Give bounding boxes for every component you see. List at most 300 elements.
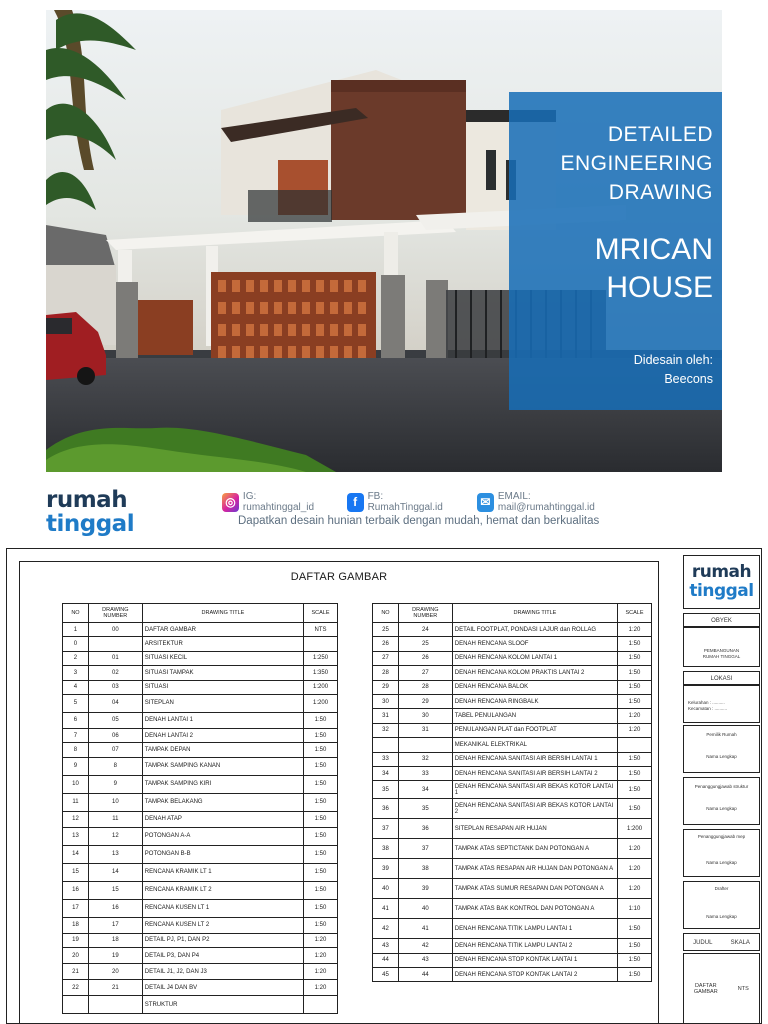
col-no: NO: [373, 604, 399, 623]
row-scale: 1:50: [304, 775, 338, 793]
row-no: 33: [373, 752, 399, 766]
table-row: [63, 863, 338, 881]
pj-struktur-block: [683, 777, 760, 825]
drafter-label: Drafter: [714, 886, 729, 891]
row-scale: 1:20: [618, 623, 652, 637]
left-table-body: [63, 623, 338, 1014]
row-scale: 1:250: [304, 651, 338, 665]
row-drawing-title: DENAH LANTAI 1: [142, 712, 303, 728]
designer-credit: [513, 351, 713, 389]
table-row: [373, 879, 652, 899]
instagram-icon: ◎: [222, 493, 239, 512]
row-drawing-number: 30: [398, 709, 452, 723]
table-row: [373, 651, 652, 665]
row-drawing-title: DENAH RENCANA SANITASI AIR BEKAS KOTOR LANTAI 1: [452, 781, 617, 799]
row-no: 0: [63, 637, 89, 651]
row-no: 4: [63, 680, 89, 694]
row-no: 14: [63, 845, 89, 863]
row-scale: 1:20: [304, 980, 338, 996]
row-scale: 1:50: [618, 666, 652, 680]
row-scale: 1:50: [304, 881, 338, 899]
table-row: [63, 793, 338, 811]
row-drawing-number: 03: [88, 680, 142, 694]
row-drawing-title: DAFTAR GAMBAR: [142, 623, 303, 637]
table-row: [373, 899, 652, 919]
table-row: [63, 637, 338, 651]
row-no: 38: [373, 839, 399, 859]
col-no: NO: [63, 604, 89, 623]
row-no: 13: [63, 827, 89, 845]
table-row: [373, 953, 652, 967]
table-row: [373, 738, 652, 752]
row-scale: 1:50: [304, 917, 338, 933]
table-row: [63, 811, 338, 827]
row-scale: 1:200: [304, 694, 338, 712]
right-table-body: [373, 623, 652, 982]
table-row: [373, 781, 652, 799]
row-drawing-title: DETAIL FOOTPLAT, PONDASI LAJUR dan ROLLAG: [452, 623, 617, 637]
row-no: 17: [63, 899, 89, 917]
table-row: [373, 799, 652, 819]
kelurahan-field: Kelurahan : ..........: [688, 700, 725, 705]
row-scale: [618, 738, 652, 752]
detailed-engineering-drawing-title: [513, 120, 713, 207]
row-no: 10: [63, 775, 89, 793]
logo-line-1: rumah: [691, 562, 752, 582]
kecamatan-field: Kecamatan : ..........: [688, 706, 728, 711]
row-drawing-title: DENAH RENCANA RINGBALK: [452, 694, 617, 708]
judul-label: JUDUL: [693, 940, 713, 946]
row-drawing-title: TAMPAK ATAS SUMUR RESAPAN DAN POTONGAN A: [452, 879, 617, 899]
table-row: [63, 933, 338, 947]
row-drawing-number: 8: [88, 757, 142, 775]
table-row: [63, 964, 338, 980]
table-row: [373, 709, 652, 723]
drawing-list-left: [62, 603, 338, 1014]
row-drawing-title: DENAH RENCANA TITIK LAMPU LANTAI 2: [452, 939, 617, 953]
row-drawing-title: PENULANGAN PLAT dan FOOTPLAT: [452, 723, 617, 737]
table-row: [63, 845, 338, 863]
house-rendering-image: [46, 10, 722, 472]
row-drawing-number: 12: [88, 827, 142, 845]
instagram-handle: IG: rumahtinggal_id: [242, 491, 315, 513]
pj-mep-block: [683, 829, 760, 877]
table-row: [63, 666, 338, 680]
row-no: 12: [63, 811, 89, 827]
row-drawing-number: 35: [398, 799, 452, 819]
row-scale: 1:50: [618, 651, 652, 665]
row-scale: 1:50: [618, 680, 652, 694]
row-drawing-title: MEKANIKAL ELEKTRIKAL: [452, 738, 617, 752]
row-drawing-number: 01: [88, 651, 142, 665]
lokasi-label: LOKASI: [683, 671, 760, 685]
row-scale: 1:50: [618, 781, 652, 799]
row-drawing-number: 04: [88, 694, 142, 712]
row-drawing-title: DENAH RENCANA SLOOF: [452, 637, 617, 651]
row-scale: 1:50: [304, 811, 338, 827]
row-scale: 1:20: [304, 933, 338, 947]
row-drawing-number: 26: [398, 651, 452, 665]
row-drawing-number: 21: [88, 980, 142, 996]
table-row: [63, 694, 338, 712]
row-no: 43: [373, 939, 399, 953]
table-row: [373, 939, 652, 953]
row-drawing-number: 24: [398, 623, 452, 637]
facebook-contact[interactable]: [347, 491, 451, 513]
row-drawing-title: SITUASI: [142, 680, 303, 694]
table-row: [63, 996, 338, 1014]
col-drawing-title: DRAWING TITLE: [452, 604, 617, 623]
row-no: 40: [373, 879, 399, 899]
row-no: 31: [373, 709, 399, 723]
email-address: EMAIL: mail@rumahtinggal.id: [497, 491, 595, 513]
row-scale: [304, 996, 338, 1014]
row-drawing-number: 43: [398, 953, 452, 967]
row-scale: 1:200: [618, 819, 652, 839]
row-scale: 1:10: [618, 899, 652, 919]
table-row: [63, 899, 338, 917]
row-no: 6: [63, 712, 89, 728]
row-scale: 1:50: [618, 766, 652, 780]
row-drawing-title: TAMPAK ATAS RESAPAN AIR HUJAN DAN POTONGAN A: [452, 859, 617, 879]
table-row: [373, 723, 652, 737]
table-row: [63, 948, 338, 964]
row-no: 1: [63, 623, 89, 637]
row-no: 18: [63, 917, 89, 933]
row-drawing-title: TAMPAK SAMPING KANAN: [142, 757, 303, 775]
row-drawing-title: DENAH RENCANA KOLOM LANTAI 1: [452, 651, 617, 665]
row-scale: 1:20: [618, 709, 652, 723]
row-drawing-title: DENAH RENCANA STOP KONTAK LANTAI 2: [452, 968, 617, 982]
table-row: [63, 623, 338, 637]
row-scale: [304, 637, 338, 651]
row-scale: 1:20: [618, 839, 652, 859]
row-drawing-number: [88, 637, 142, 651]
row-drawing-number: 37: [398, 839, 452, 859]
row-scale: 1:50: [618, 968, 652, 982]
row-no: 32: [373, 723, 399, 737]
row-scale: 1:50: [618, 637, 652, 651]
row-drawing-title: RENCANA KUSEN LT 2: [142, 917, 303, 933]
row-scale: 1:50: [304, 827, 338, 845]
title-panel: [509, 92, 722, 410]
row-drawing-title: DENAH RENCANA STOP KONTAK LANTAI 1: [452, 953, 617, 967]
col-drawing-title: DRAWING TITLE: [142, 604, 303, 623]
row-drawing-title: STRUKTUR: [142, 996, 303, 1014]
row-drawing-title: DENAH RENCANA SANITASI AIR BERSIH LANTAI 1: [452, 752, 617, 766]
table-row: [63, 980, 338, 996]
row-drawing-number: 9: [88, 775, 142, 793]
row-drawing-number: 31: [398, 723, 452, 737]
row-drawing-number: 40: [398, 899, 452, 919]
pj-mep-name: Nama Lengkap: [706, 860, 737, 865]
tagline: Dapatkan desain hunian terbaik dengan mudah, hemat dan berkualitas: [238, 515, 600, 527]
obyek-label: OBYEK: [683, 613, 760, 627]
row-scale: 1:50: [304, 757, 338, 775]
row-drawing-title: DENAH RENCANA SANITASI AIR BEKAS KOTOR LANTAI 2: [452, 799, 617, 819]
row-scale: 1:50: [304, 743, 338, 757]
table-row: [63, 827, 338, 845]
row-no: 25: [373, 623, 399, 637]
row-drawing-number: 39: [398, 879, 452, 899]
row-drawing-number: 19: [88, 948, 142, 964]
judul-value: DAFTAR GAMBAR: [693, 983, 718, 995]
row-scale: 1:20: [304, 948, 338, 964]
table-row: [63, 917, 338, 933]
row-scale: 1:20: [304, 964, 338, 980]
row-scale: NTS: [304, 623, 338, 637]
row-drawing-title: TAMPAK ATAS BAK KONTROL DAN POTONGAN A: [452, 899, 617, 919]
row-drawing-number: 27: [398, 666, 452, 680]
title-line-2: ENGINEERING: [560, 152, 713, 175]
row-drawing-number: 13: [88, 845, 142, 863]
skala-value: NTS: [737, 986, 749, 992]
row-no: 30: [373, 694, 399, 708]
row-drawing-title: DETAIL J1, J2, DAN J3: [142, 964, 303, 980]
col-scale: SCALE: [304, 604, 338, 623]
table-row: [373, 637, 652, 651]
judul-skala-values: [683, 953, 760, 1024]
row-no: 29: [373, 680, 399, 694]
row-drawing-number: [88, 996, 142, 1014]
row-no: 21: [63, 964, 89, 980]
row-drawing-number: [398, 738, 452, 752]
row-drawing-title: POTONGAN A-A: [142, 827, 303, 845]
row-drawing-number: 42: [398, 939, 452, 953]
row-drawing-number: 20: [88, 964, 142, 980]
row-drawing-title: TAMPAK ATAS SEPTICTANK DAN POTONGAN A: [452, 839, 617, 859]
designer-label: Didesain oleh:: [633, 353, 713, 367]
row-no: 5: [63, 694, 89, 712]
designer-name: Beecons: [664, 372, 713, 386]
row-drawing-number: 38: [398, 859, 452, 879]
row-drawing-title: DENAH ATAP: [142, 811, 303, 827]
row-drawing-title: RENCANA KUSEN LT 1: [142, 899, 303, 917]
row-drawing-title: POTONGAN B-B: [142, 845, 303, 863]
row-drawing-number: 18: [88, 933, 142, 947]
row-no: 11: [63, 793, 89, 811]
table-row: [373, 680, 652, 694]
row-drawing-number: 06: [88, 728, 142, 742]
row-no: [63, 996, 89, 1014]
row-drawing-title: TAMPAK BELAKANG: [142, 793, 303, 811]
title-line-1: DETAILED: [607, 123, 713, 146]
row-no: 19: [63, 933, 89, 947]
col-drawing-number: DRAWING NUMBER: [88, 604, 142, 623]
row-scale: 1:50: [618, 694, 652, 708]
col-scale: SCALE: [618, 604, 652, 623]
row-drawing-number: 16: [88, 899, 142, 917]
row-drawing-title: RENCANA KRAMIK LT 1: [142, 863, 303, 881]
title-line-3: DRAWING: [608, 181, 713, 204]
skala-label: SKALA: [730, 940, 750, 946]
row-scale: 1:50: [304, 712, 338, 728]
row-no: 22: [63, 980, 89, 996]
instagram-contact[interactable]: [222, 491, 321, 513]
contact-bar: [222, 492, 642, 527]
rumahtinggal-logo: [46, 488, 134, 536]
row-no: 3: [63, 666, 89, 680]
table-row: [373, 666, 652, 680]
row-drawing-title: TAMPAK DEPAN: [142, 743, 303, 757]
row-no: 35: [373, 781, 399, 799]
row-drawing-number: 10: [88, 793, 142, 811]
facebook-icon: f: [347, 493, 364, 512]
row-drawing-title: ARSITEKTUR: [142, 637, 303, 651]
row-drawing-number: 11: [88, 811, 142, 827]
row-drawing-number: 29: [398, 694, 452, 708]
drafter-name: Nama Lengkap: [706, 914, 737, 919]
judul-skala-header: [683, 933, 760, 951]
row-scale: 1:50: [618, 953, 652, 967]
pj-struktur-name: Nama Lengkap: [706, 806, 737, 811]
row-no: 26: [373, 637, 399, 651]
row-drawing-title: DENAH RENCANA TITIK LAMPU LANTAI 1: [452, 919, 617, 939]
logo-line-2: tinggal: [46, 511, 135, 537]
row-drawing-title: RENCANA KRAMIK LT 2: [142, 881, 303, 899]
row-drawing-number: 32: [398, 752, 452, 766]
row-no: 44: [373, 953, 399, 967]
table-row: [373, 819, 652, 839]
row-scale: 1:50: [618, 939, 652, 953]
row-drawing-title: SITUASI TAMPAK: [142, 666, 303, 680]
row-drawing-number: 17: [88, 917, 142, 933]
row-scale: 1:20: [618, 723, 652, 737]
pemilik-block: [683, 725, 760, 773]
table-row: [373, 919, 652, 939]
pemilik-name: Nama Lengkap: [706, 754, 737, 759]
row-drawing-number: 15: [88, 881, 142, 899]
row-drawing-number: 14: [88, 863, 142, 881]
row-drawing-number: 25: [398, 637, 452, 651]
drawing-frame: [19, 561, 659, 1024]
row-no: 37: [373, 819, 399, 839]
email-icon: ✉: [477, 493, 494, 512]
row-scale: 1:50: [304, 863, 338, 881]
project-name: [513, 231, 713, 307]
sheet-title: DAFTAR GAMBAR: [290, 571, 388, 583]
row-drawing-title: DETAIL PJ, P1, DAN P2: [142, 933, 303, 947]
table-row: [373, 766, 652, 780]
row-no: 16: [63, 881, 89, 899]
drawing-list-right: [372, 603, 652, 982]
table-row: [373, 623, 652, 637]
table-row: [63, 728, 338, 742]
row-drawing-title: DETAIL P3, DAN P4: [142, 948, 303, 964]
table-row: [63, 743, 338, 757]
lokasi-fields: [683, 685, 760, 723]
table-row: [373, 694, 652, 708]
row-drawing-title: DENAH RENCANA SANITASI AIR BERSIH LANTAI 2: [452, 766, 617, 780]
row-scale: 1:20: [618, 879, 652, 899]
table-row: [63, 775, 338, 793]
row-drawing-number: 36: [398, 819, 452, 839]
row-drawing-number: 28: [398, 680, 452, 694]
row-no: 34: [373, 766, 399, 780]
row-drawing-title: SITEPLAN: [142, 694, 303, 712]
row-drawing-title: TAMPAK SAMPING KIRI: [142, 775, 303, 793]
table-row: [63, 712, 338, 728]
row-scale: 1:20: [618, 859, 652, 879]
row-scale: 1:50: [618, 919, 652, 939]
rumahtinggal-logo-small: [689, 563, 753, 601]
row-drawing-number: 05: [88, 712, 142, 728]
table-row: [63, 651, 338, 665]
brand-logo: [46, 488, 134, 536]
row-scale: 1:50: [304, 793, 338, 811]
row-drawing-title: DENAH LANTAI 2: [142, 728, 303, 742]
table-row: [373, 859, 652, 879]
email-contact[interactable]: [477, 491, 616, 513]
row-no: 41: [373, 899, 399, 919]
facebook-handle: FB: RumahTinggal.id: [367, 491, 443, 513]
table-row: [373, 968, 652, 982]
table-row: [373, 752, 652, 766]
logo-line-2: tinggal: [689, 581, 754, 601]
row-scale: 1:50: [304, 899, 338, 917]
row-scale: 1:50: [304, 845, 338, 863]
row-drawing-number: 41: [398, 919, 452, 939]
row-drawing-number: 33: [398, 766, 452, 780]
row-drawing-title: TABEL PENULANGAN: [452, 709, 617, 723]
pj-mep-label: Penanggungjawab mep: [697, 834, 746, 839]
row-scale: 1:200: [304, 680, 338, 694]
row-no: [373, 738, 399, 752]
row-drawing-title: DENAH RENCANA BALOK: [452, 680, 617, 694]
row-drawing-number: 07: [88, 743, 142, 757]
title-block-logo: [683, 555, 760, 609]
pemilik-label: Pemilik Rumah: [706, 732, 737, 737]
col-drawing-number: DRAWING NUMBER: [398, 604, 452, 623]
row-no: 28: [373, 666, 399, 680]
row-drawing-number: 02: [88, 666, 142, 680]
table-row: [63, 757, 338, 775]
row-no: 8: [63, 743, 89, 757]
row-scale: 1:350: [304, 666, 338, 680]
row-no: 39: [373, 859, 399, 879]
table-row: [63, 680, 338, 694]
table-row: [373, 839, 652, 859]
row-drawing-number: 00: [88, 623, 142, 637]
obyek-value: PEMBANGUNAN RUMAH TINGGAL: [683, 627, 760, 667]
row-drawing-title: SITUASI KECIL: [142, 651, 303, 665]
row-no: 7: [63, 728, 89, 742]
logo-line-1: rumah: [46, 487, 128, 513]
row-scale: 1:50: [618, 752, 652, 766]
project-line-1: MRICAN: [594, 233, 713, 266]
row-no: 2: [63, 651, 89, 665]
row-scale: 1:50: [618, 799, 652, 819]
project-line-2: HOUSE: [606, 271, 713, 304]
row-scale: 1:50: [304, 728, 338, 742]
row-no: 45: [373, 968, 399, 982]
pj-struktur-label: Penanggungjawab struktur: [694, 784, 749, 789]
table-row: [63, 881, 338, 899]
row-drawing-number: 44: [398, 968, 452, 982]
row-drawing-title: DETAIL J4 DAN BV: [142, 980, 303, 996]
row-drawing-number: 34: [398, 781, 452, 799]
row-no: 15: [63, 863, 89, 881]
drawing-sheet: [6, 548, 762, 1024]
row-no: 20: [63, 948, 89, 964]
row-no: 27: [373, 651, 399, 665]
row-no: 36: [373, 799, 399, 819]
title-block: [683, 555, 760, 1024]
row-no: 9: [63, 757, 89, 775]
row-drawing-title: SITEPLAN RESAPAN AIR HUJAN: [452, 819, 617, 839]
row-no: 42: [373, 919, 399, 939]
row-drawing-title: DENAH RENCANA KOLOM PRAKTIS LANTAI 2: [452, 666, 617, 680]
